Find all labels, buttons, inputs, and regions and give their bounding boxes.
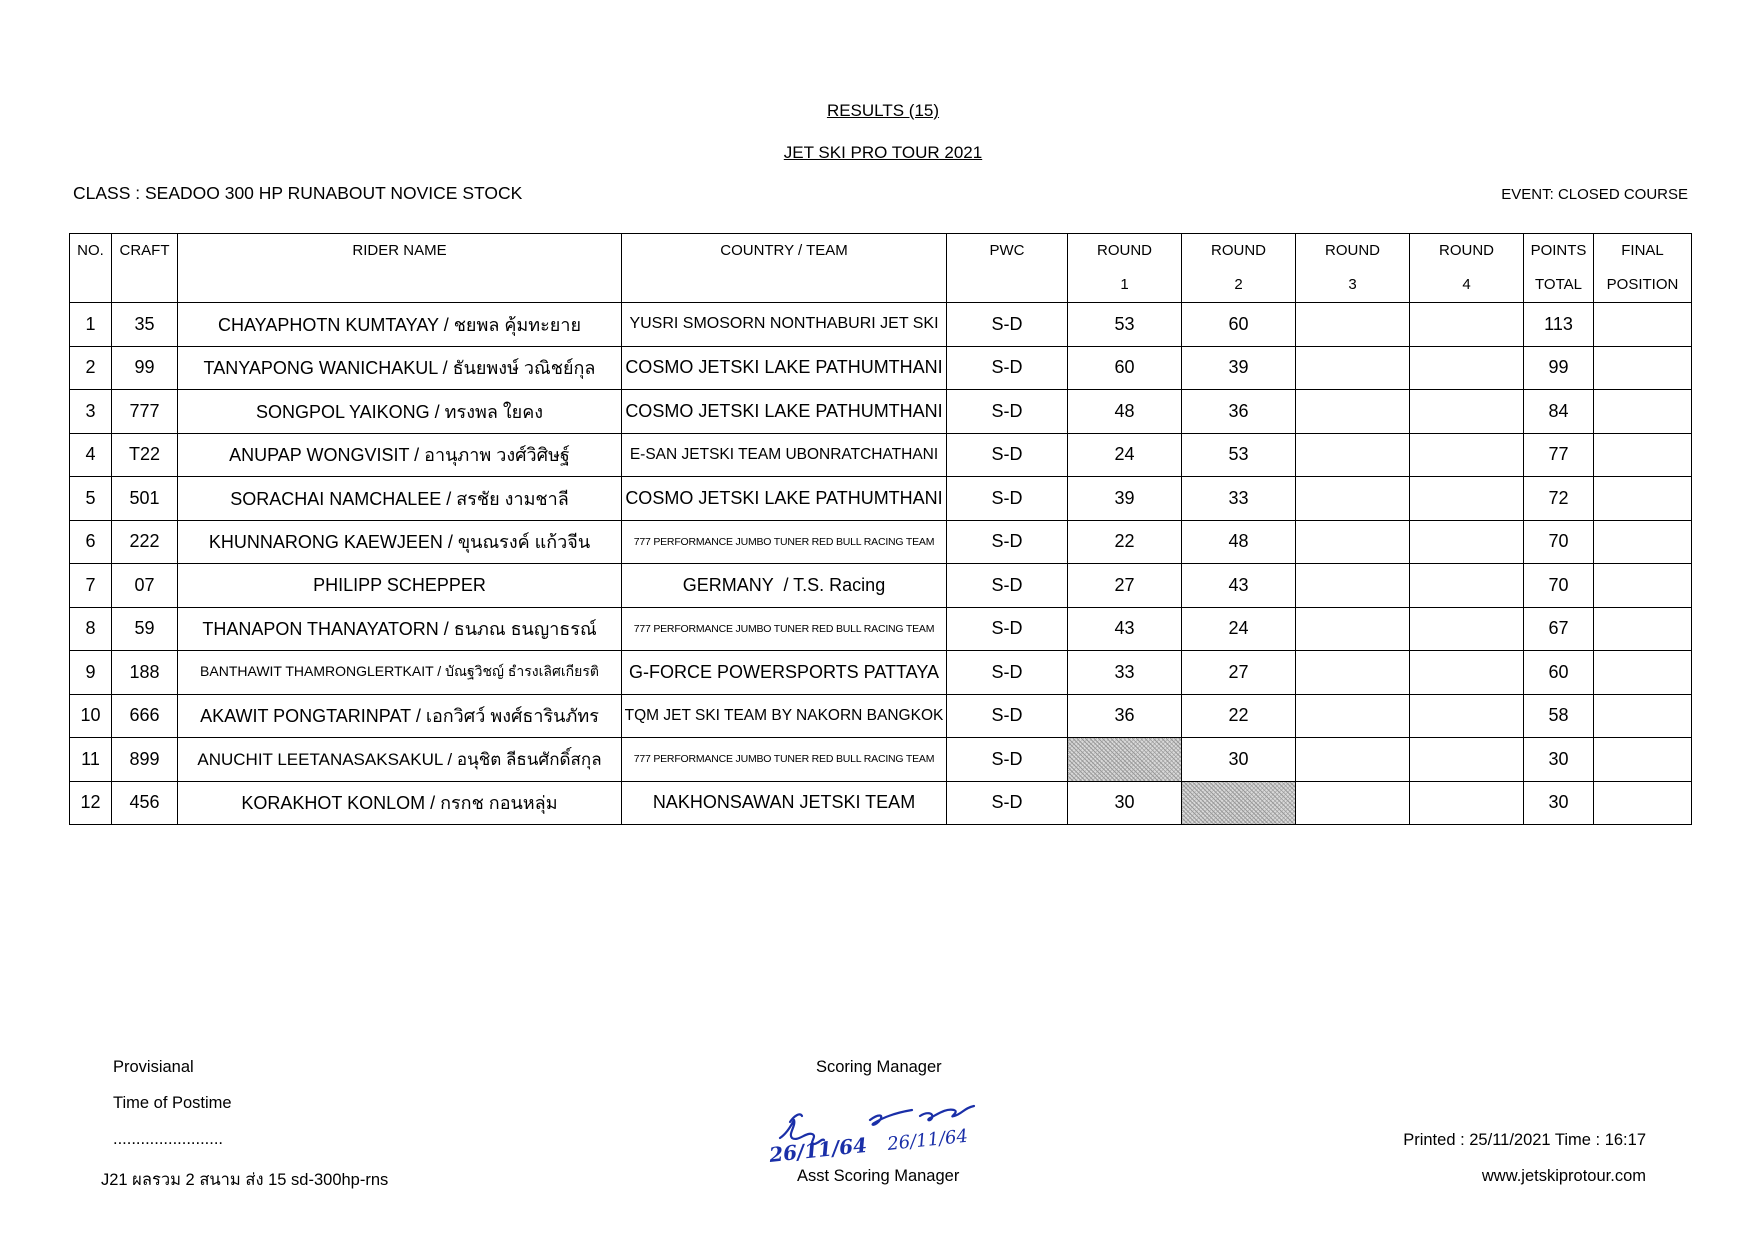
- cell-no: 11: [70, 738, 112, 782]
- cell-no: 5: [70, 477, 112, 521]
- cell-round-4: [1410, 564, 1524, 608]
- cell-pwc: S-D: [947, 738, 1068, 782]
- cell-pwc: S-D: [947, 564, 1068, 608]
- col-rider-name: RIDER NAME: [178, 234, 622, 303]
- col-no: NO.: [70, 234, 112, 303]
- cell-round-1: 24: [1068, 433, 1182, 477]
- cell-craft: 99: [112, 346, 178, 390]
- table-row: [70, 781, 1692, 825]
- cell-team: NAKHONSAWAN JETSKI TEAM: [622, 781, 947, 825]
- cell-craft: 07: [112, 564, 178, 608]
- cell-final: [1594, 607, 1692, 651]
- cell-craft: 222: [112, 520, 178, 564]
- cell-team: YUSRI SMOSORN NONTHABURI JET SKI: [622, 303, 947, 347]
- cell-no: 2: [70, 346, 112, 390]
- cell-round-2: 60: [1182, 303, 1296, 347]
- col-country-team: COUNTRY / TEAM: [622, 234, 947, 303]
- cell-team: G-FORCE POWERSPORTS PATTAYA: [622, 651, 947, 695]
- cell-round-1: 39: [1068, 477, 1182, 521]
- cell-round-4: [1410, 651, 1524, 695]
- cell-no: 1: [70, 303, 112, 347]
- cell-round-4: [1410, 346, 1524, 390]
- table-row: [70, 520, 1692, 564]
- col-round-3: ROUND 3: [1296, 234, 1410, 303]
- cell-round-3: [1296, 520, 1410, 564]
- cell-pwc: S-D: [947, 346, 1068, 390]
- table-row: [70, 433, 1692, 477]
- cell-rider: SORACHAI NAMCHALEE / สรชัย งามชาลี: [178, 477, 622, 521]
- printed-timestamp: Printed : 25/11/2021 Time : 16:17: [1403, 1131, 1646, 1149]
- table-row: [70, 738, 1692, 782]
- class-line: CLASS : SEADOO 300 HP RUNABOUT NOVICE STOCK: [73, 183, 523, 203]
- cell-round-2: 53: [1182, 433, 1296, 477]
- col-craft: CRAFT: [112, 234, 178, 303]
- cell-no: 7: [70, 564, 112, 608]
- cell-round-4: [1410, 433, 1524, 477]
- cell-total: 77: [1524, 433, 1594, 477]
- cell-pwc: S-D: [947, 607, 1068, 651]
- cell-craft: 899: [112, 738, 178, 782]
- cell-round-4: [1410, 694, 1524, 738]
- cell-round-1: 60: [1068, 346, 1182, 390]
- cell-no: 4: [70, 433, 112, 477]
- cell-team: 777 PERFORMANCE JUMBO TUNER RED BULL RACING TEAM: [622, 738, 947, 782]
- cell-craft: 188: [112, 651, 178, 695]
- cell-rider: KHUNNARONG KAEWJEEN / ขุนณรงค์ แก้วจีน: [178, 520, 622, 564]
- table-row: [70, 303, 1692, 347]
- cell-round-1: 36: [1068, 694, 1182, 738]
- cell-round-2: 24: [1182, 607, 1296, 651]
- cell-round-4: [1410, 607, 1524, 651]
- cell-pwc: S-D: [947, 520, 1068, 564]
- cell-rider: PHILIPP SCHEPPER: [178, 564, 622, 608]
- cell-round-2-hatched: [1182, 781, 1296, 825]
- cell-no: 8: [70, 607, 112, 651]
- header-row: [70, 234, 1692, 303]
- cell-round-2: 39: [1182, 346, 1296, 390]
- cell-no: 3: [70, 390, 112, 434]
- cell-pwc: S-D: [947, 651, 1068, 695]
- cell-round-3: [1296, 433, 1410, 477]
- cell-craft: 59: [112, 607, 178, 651]
- cell-no: 9: [70, 651, 112, 695]
- table-row: [70, 607, 1692, 651]
- asst-scoring-manager-label: Asst Scoring Manager: [797, 1167, 960, 1185]
- cell-final: [1594, 651, 1692, 695]
- cell-team: COSMO JETSKI LAKE PATHUMTHANI: [622, 477, 947, 521]
- cell-total: 67: [1524, 607, 1594, 651]
- cell-rider: SONGPOL YAIKONG / ทรงพล ใยคง: [178, 390, 622, 434]
- cell-round-2: 27: [1182, 651, 1296, 695]
- cell-total: 70: [1524, 520, 1594, 564]
- cell-total: 84: [1524, 390, 1594, 434]
- provisional-label: Provisianal: [113, 1058, 194, 1076]
- cell-round-2: 36: [1182, 390, 1296, 434]
- table-row: [70, 694, 1692, 738]
- cell-round-4: [1410, 781, 1524, 825]
- cell-total: 72: [1524, 477, 1594, 521]
- cell-final: [1594, 390, 1692, 434]
- col-round-4: ROUND 4: [1410, 234, 1524, 303]
- cell-no: 6: [70, 520, 112, 564]
- cell-final: [1594, 781, 1692, 825]
- scoring-manager-label: Scoring Manager: [816, 1058, 942, 1076]
- cell-rider: CHAYAPHOTN KUMTAYAY / ชยพล คุ้มทะยาย: [178, 303, 622, 347]
- col-round-2: ROUND 2: [1182, 234, 1296, 303]
- cell-craft: 456: [112, 781, 178, 825]
- cell-rider: ANUCHIT LEETANASAKSAKUL / อนุชิต ลีธนศักดิ์สกุล: [178, 738, 622, 782]
- cell-round-4: [1410, 390, 1524, 434]
- cell-total: 70: [1524, 564, 1594, 608]
- event-line: EVENT: CLOSED COURSE: [1501, 186, 1688, 203]
- cell-team: 777 PERFORMANCE JUMBO TUNER RED BULL RACING TEAM: [622, 520, 947, 564]
- cell-team: E-SAN JETSKI TEAM UBONRATCHATHANI: [622, 433, 947, 477]
- cell-round-2: 48: [1182, 520, 1296, 564]
- cell-pwc: S-D: [947, 477, 1068, 521]
- cell-round-3: [1296, 477, 1410, 521]
- table-row: [70, 346, 1692, 390]
- cell-total: 30: [1524, 738, 1594, 782]
- results-table: [69, 233, 1692, 825]
- cell-round-1: 27: [1068, 564, 1182, 608]
- cell-round-2: 33: [1182, 477, 1296, 521]
- cell-round-1: 43: [1068, 607, 1182, 651]
- cell-round-1: 30: [1068, 781, 1182, 825]
- cell-rider: TANYAPONG WANICHAKUL / ธันยพงษ์ วณิชย์กุล: [178, 346, 622, 390]
- col-round-1: ROUND 1: [1068, 234, 1182, 303]
- cell-round-4: [1410, 477, 1524, 521]
- signature-date-1: 26/11/64: [768, 1132, 869, 1167]
- cell-pwc: S-D: [947, 303, 1068, 347]
- cell-round-3: [1296, 346, 1410, 390]
- results-title: RESULTS (15): [826, 101, 940, 120]
- file-note: J21 ผลรวม 2 สนาม ส่ง 15 sd-300hp-rns: [101, 1171, 389, 1189]
- cell-round-1: 22: [1068, 520, 1182, 564]
- table-row: [70, 564, 1692, 608]
- cell-rider: THANAPON THANAYATORN / ธนภณ ธนญาธรณ์: [178, 607, 622, 651]
- cell-total: 60: [1524, 651, 1594, 695]
- cell-round-2: 22: [1182, 694, 1296, 738]
- cell-pwc: S-D: [947, 433, 1068, 477]
- cell-round-3: [1296, 694, 1410, 738]
- time-of-postime-label: Time of Postime: [113, 1094, 232, 1112]
- cell-final: [1594, 346, 1692, 390]
- cell-round-1: 53: [1068, 303, 1182, 347]
- cell-rider: AKAWIT PONGTARINPAT / เอกวิศว์ พงศ์ธารินภัทร: [178, 694, 622, 738]
- cell-round-4: [1410, 303, 1524, 347]
- cell-round-4: [1410, 520, 1524, 564]
- cell-round-3: [1296, 781, 1410, 825]
- cell-team: TQM JET SKI TEAM BY NAKORN BANGKOK: [622, 694, 947, 738]
- cell-craft: 35: [112, 303, 178, 347]
- cell-final: [1594, 694, 1692, 738]
- cell-final: [1594, 433, 1692, 477]
- cell-final: [1594, 303, 1692, 347]
- cell-craft: 501: [112, 477, 178, 521]
- cell-round-3: [1296, 303, 1410, 347]
- cell-craft: 777: [112, 390, 178, 434]
- table-row: [70, 651, 1692, 695]
- cell-round-3: [1296, 564, 1410, 608]
- dotted-line: ........................: [113, 1130, 224, 1148]
- cell-final: [1594, 477, 1692, 521]
- cell-round-3: [1296, 390, 1410, 434]
- cell-round-3: [1296, 738, 1410, 782]
- cell-total: 99: [1524, 346, 1594, 390]
- cell-rider: KORAKHOT KONLOM / กรกช กอนหลุ่ม: [178, 781, 622, 825]
- cell-round-2: 43: [1182, 564, 1296, 608]
- cell-rider: BANTHAWIT THAMRONGLERTKAIT / บัณฐวิชญ์ ธำรงเลิศเกียรติ: [178, 651, 622, 695]
- cell-final: [1594, 564, 1692, 608]
- cell-no: 12: [70, 781, 112, 825]
- cell-round-3: [1296, 651, 1410, 695]
- cell-no: 10: [70, 694, 112, 738]
- cell-team: 777 PERFORMANCE JUMBO TUNER RED BULL RACING TEAM: [622, 607, 947, 651]
- cell-pwc: S-D: [947, 390, 1068, 434]
- signature-date-2: 26/11/64: [886, 1125, 969, 1155]
- cell-team: COSMO JETSKI LAKE PATHUMTHANI: [622, 390, 947, 434]
- cell-rider: ANUPAP WONGVISIT / อานุภาพ วงศ์วิศิษฐ์: [178, 433, 622, 477]
- cell-pwc: S-D: [947, 781, 1068, 825]
- table-row: [70, 477, 1692, 521]
- cell-round-3: [1296, 607, 1410, 651]
- cell-team: GERMANY / T.S. Racing: [622, 564, 947, 608]
- cell-final: [1594, 520, 1692, 564]
- col-points-total: POINTS TOTAL: [1524, 234, 1594, 303]
- cell-craft: T22: [112, 433, 178, 477]
- cell-round-4: [1410, 738, 1524, 782]
- cell-round-2: 30: [1182, 738, 1296, 782]
- tour-title: JET SKI PRO TOUR 2021: [783, 143, 983, 162]
- col-final-position: FINAL POSITION: [1594, 234, 1692, 303]
- table-row: [70, 390, 1692, 434]
- cell-round-1-hatched: [1068, 738, 1182, 782]
- cell-total: 30: [1524, 781, 1594, 825]
- cell-pwc: S-D: [947, 694, 1068, 738]
- website-url: www.jetskiprotour.com: [1481, 1167, 1646, 1185]
- cell-total: 113: [1524, 303, 1594, 347]
- cell-team: COSMO JETSKI LAKE PATHUMTHANI: [622, 346, 947, 390]
- cell-total: 58: [1524, 694, 1594, 738]
- cell-final: [1594, 738, 1692, 782]
- cell-round-1: 33: [1068, 651, 1182, 695]
- cell-round-1: 48: [1068, 390, 1182, 434]
- col-pwc: PWC: [947, 234, 1068, 303]
- cell-craft: 666: [112, 694, 178, 738]
